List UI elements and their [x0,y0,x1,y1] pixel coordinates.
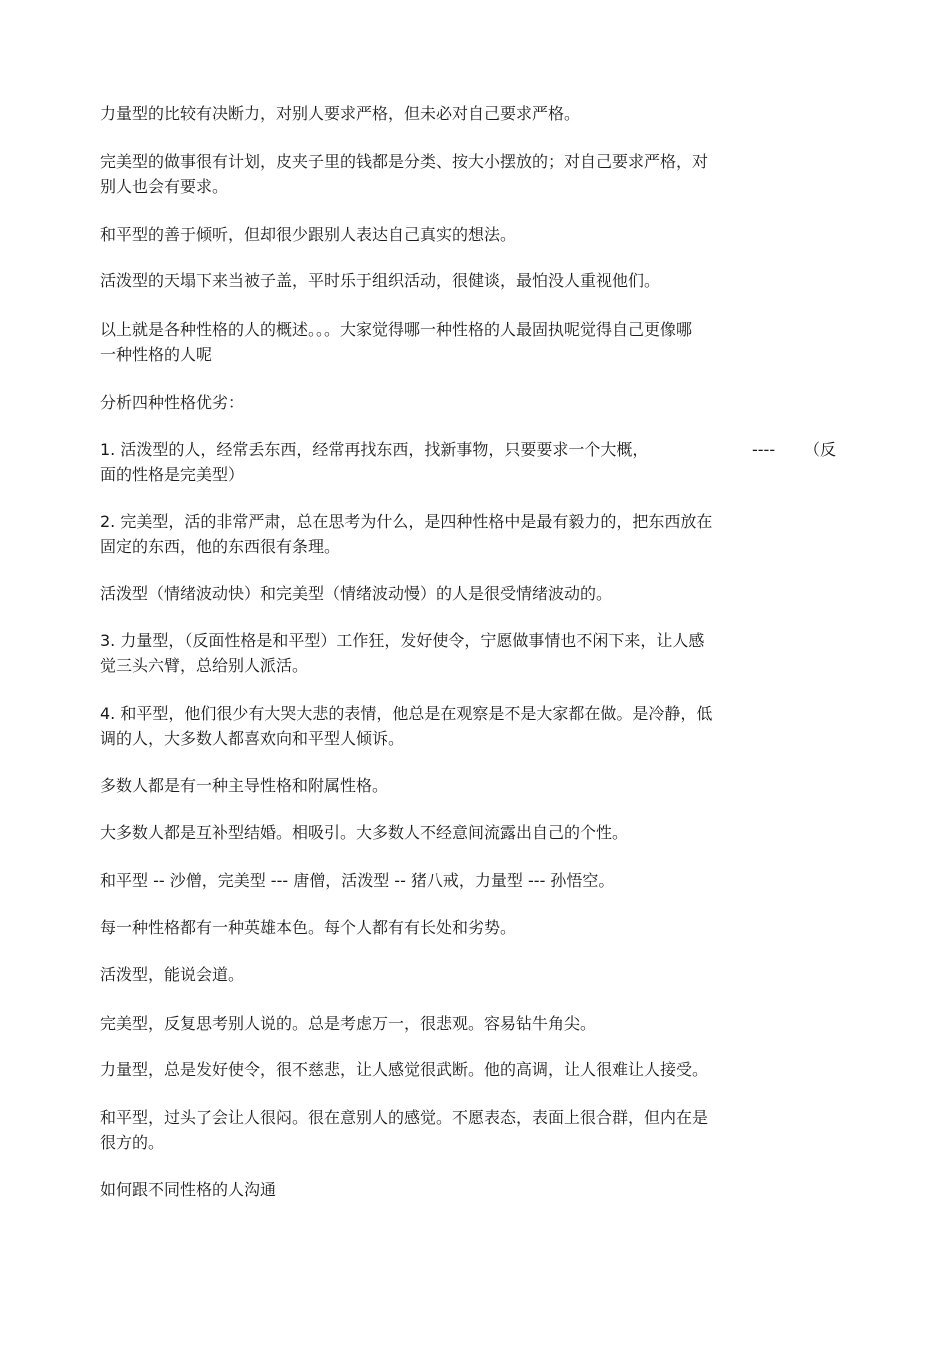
text-line: 和平型的善于倾听，但却很少跟别人表达自己真实的想法。 [100,225,517,244]
paragraph-point-4-peaceful [100,701,800,751]
text-line: 一种性格的人呢 [100,345,213,364]
text-line: 活泼型（情绪波动快）和完美型（情绪波动慢）的人是很受情绪波动的。 [100,584,613,603]
paragraph-overview-question [100,317,800,367]
paragraph-lively-trait [100,962,800,987]
text-line: 完美型的做事很有计划，皮夹子里的钱都是分类、按大小摆放的；对自己要求严格，对 [100,152,709,171]
text-line: 和平型 -- 沙僧，完美型 --- 唐僧，活泼型 -- 猪八戒，力量型 --- 孙悟空。 [100,871,615,890]
paragraph-point-1-lively [100,437,840,487]
text-line: 每一种性格都有一种英雄本色。每个人都有有长处和劣势。 [100,918,517,937]
dash-separator: ---- [752,440,776,459]
paragraph-section-heading [100,390,800,415]
text-line: 调的人，大多数人都喜欢向和平型人倾诉。 [100,729,405,748]
text-line: 3. 力量型，（反面性格是和平型）工作狂，发好使令，宁愿做事情也不闲下来，让人感 [100,631,705,650]
text-line: 4. 和平型，他们很少有大哭大悲的表情，他总是在观察是不是大家都在做。是冷静，低 [100,704,713,723]
text-line: 分析四种性格优劣： [100,393,245,412]
text-line: 活泼型，能说会道。 [100,965,245,984]
text-line: 觉三头六臂，总给别人派活。 [100,656,309,675]
text-line: 1. 活泼型的人，经常丢东西，经常再找东西，找新事物，只要要求一个大概， [100,440,649,459]
text-line: 和平型，过头了会让人很闷。很在意别人的感觉。不愿表态，表面上很合群，但内在是 [100,1108,709,1127]
paragraph-emotion-note [100,581,800,606]
text-line: 大多数人都是互补型结婚。相吸引。大多数人不经意间流露出自己的个性。 [100,823,629,842]
paragraph-hero-nature [100,915,800,940]
text-line: 如何跟不同性格的人沟通 [100,1180,277,1199]
text-line: 很方的。 [100,1133,165,1152]
paragraph-complementary-marriage [100,820,800,845]
paragraph-peaceful-trait [100,1105,800,1155]
text-line: 面的性格是完美型） [100,465,245,484]
paragraph-perfect-type-summary [100,149,800,199]
paragraph-journey-west-mapping [100,868,800,893]
paragraph-point-2-perfect [100,509,800,559]
text-line: 2. 完美型，活的非常严肃，总在思考为什么，是四种性格中是最有毅力的，把东西放在 [100,512,713,531]
paragraph-point-3-strong [100,628,800,678]
text-line-tail: （反 [804,440,837,459]
text-line: 完美型，反复思考别人说的。总是考虑万一，很悲观。容易钻牛角尖。 [100,1014,597,1033]
text-line: 多数人都是有一种主导性格和附属性格。 [100,776,389,795]
paragraph-lively-type-summary [100,268,800,293]
paragraph-strong-trait [100,1057,800,1082]
paragraph-strong-type-summary [100,101,800,126]
paragraph-peaceful-type-summary [100,222,800,247]
text-line: 以上就是各种性格的人的概述。。。大家觉得哪一种性格的人最固执呢觉得自己更像哪 [100,320,693,339]
text-line: 固定的东西，他的东西很有条理。 [100,537,341,556]
text-line: 力量型的比较有决断力，对别人要求严格，但未必对自己要求严格。 [100,104,581,123]
paragraph-communication-heading [100,1177,800,1202]
text-line: 力量型，总是发好使令，很不慈悲，让人感觉很武断。他的高调，让人很难让人接受。 [100,1060,709,1079]
text-line: 活泼型的天塌下来当被子盖，平时乐于组织活动，很健谈，最怕没人重视他们。 [100,271,661,290]
text-line: 别人也会有要求。 [100,177,229,196]
paragraph-dominant-trait [100,773,800,798]
paragraph-perfect-trait [100,1011,800,1036]
